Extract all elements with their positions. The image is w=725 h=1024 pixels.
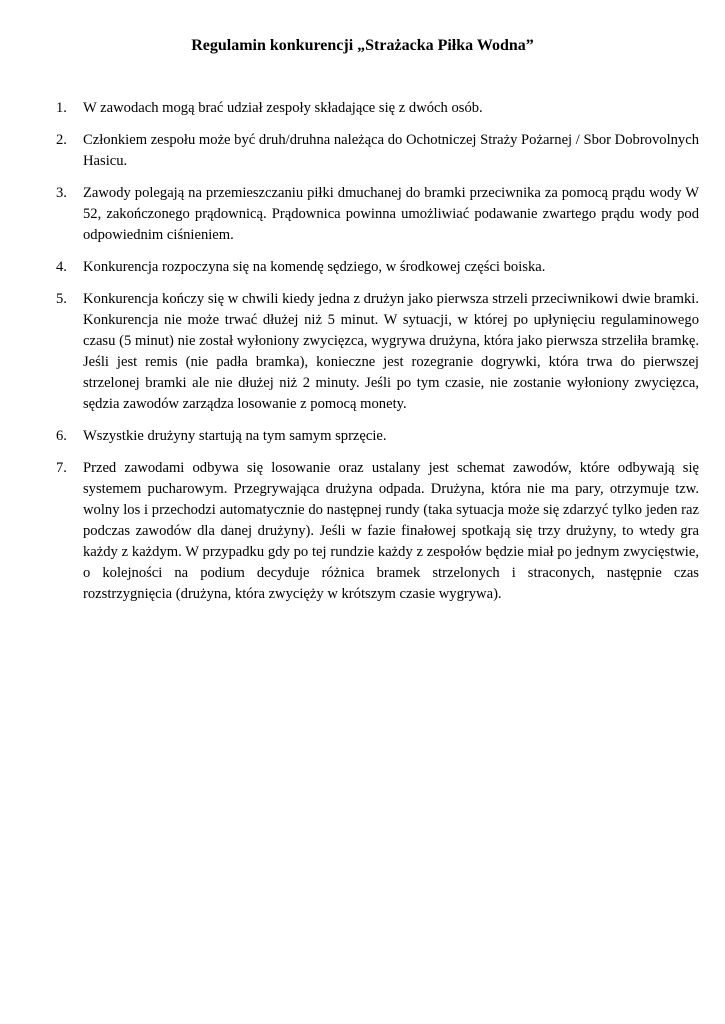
rule-text: Konkurencja kończy się w chwili kiedy jedna z drużyn jako pierwsza strzeli przeciwnikowi dwie bramki. Konkurencja nie może trwać dłużej niż 5 minut. W sytuacji, w której po upłynięciu regulaminowego czasu (5 minut) nie został wyłoniony zwycięzca, wygrywa drużyna, która jako pierwsza strzeliła bramkę. Jeśli jest remis (nie padła bramka), konieczne jest rozegranie dogrywki, która trwa do pierwszej strzelonej bramki ale nie dłużej niż 2 minuty. Jeśli po tym czasie, nie zostanie wyłoniony zwycięzca, sędzia zawodów zarządza losowanie z pomocą monety. bbox=[83, 291, 699, 412]
rule-number: 5. bbox=[56, 291, 67, 307]
rule-item-6 bbox=[56, 426, 699, 447]
rule-text: Wszystkie drużyny startują na tym samym sprzęcie. bbox=[83, 428, 387, 444]
rule-item-4 bbox=[56, 257, 699, 278]
rule-number: 6. bbox=[56, 428, 67, 444]
rule-item-5 bbox=[56, 289, 699, 415]
rule-text: Przed zawodami odbywa się losowanie oraz ustalany jest schemat zawodów, które odbywają się systemem pucharowym. Przegrywająca drużyna odpada. Drużyna, która nie ma pary, otrzymuje tzw. wolny los i przechodzi automatycznie do następnej rundy (taka sytuacja może się zdarzyć tylko jeden raz podczas zawodów dla danej drużyny). Jeśli w fazie finałowej spotkają się trzy drużyny, to wtedy gra każdy z każdym. W przypadku gdy po tej rundzie każdy z zespołów będzie miał po jednym zwycięstwie, o kolejności na podium decyduje różnica bramek strzelonych i straconych, następnie czas rozstrzygnięcia (drużyna, która zwycięży w krótszym czasie wygrywa). bbox=[83, 460, 699, 602]
rule-item-7 bbox=[56, 458, 699, 605]
rule-text: W zawodach mogą brać udział zespoły składające się z dwóch osób. bbox=[83, 100, 483, 116]
rule-text: Zawody polegają na przemieszczaniu piłki dmuchanej do bramki przeciwnika za pomocą prądu wody W 52, zakończonego prądownicą. Prądownica powinna umożliwiać podawanie zwartego prądu wody pod odpowiednim ciśnieniem. bbox=[83, 185, 699, 243]
rule-text: Konkurencja rozpoczyna się na komendę sędziego, w środkowej części boiska. bbox=[83, 259, 546, 275]
rule-item-1 bbox=[56, 98, 699, 119]
rules-list bbox=[56, 98, 699, 616]
rule-item-2 bbox=[56, 130, 699, 172]
rule-number: 1. bbox=[56, 100, 67, 116]
rule-text: Członkiem zespołu może być druh/druhna należąca do Ochotniczej Straży Pożarnej / Sbor Dobrovolnych Hasicu. bbox=[83, 132, 699, 169]
rule-number: 7. bbox=[56, 460, 67, 476]
document-title: Regulamin konkurencji „Strażacka Piłka Wodna” bbox=[191, 37, 534, 54]
rule-number: 4. bbox=[56, 259, 67, 275]
rule-item-3 bbox=[56, 183, 699, 246]
rule-number: 3. bbox=[56, 185, 67, 201]
rule-number: 2. bbox=[56, 132, 67, 148]
